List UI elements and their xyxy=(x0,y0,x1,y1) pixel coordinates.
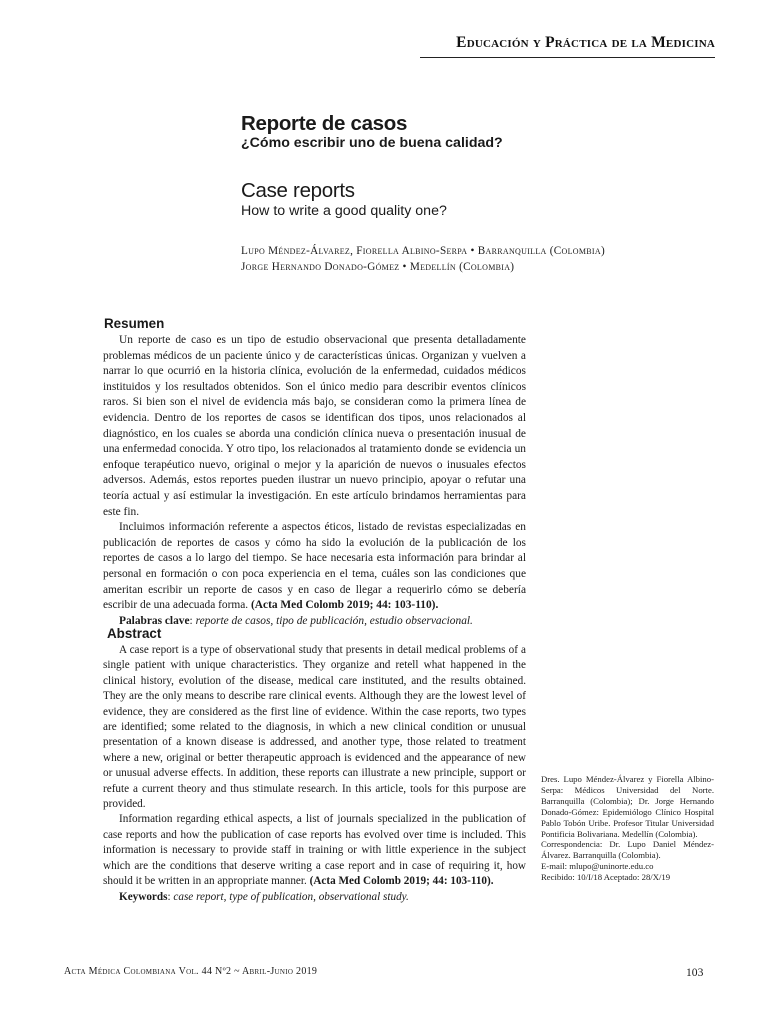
resumen-keywords: Palabras clave: reporte de casos, tipo de publicación, estudio observacional. xyxy=(119,614,473,627)
authors-line-2: Jorge Hernando Donado-Gómez • Medellín (Colombia) xyxy=(241,261,515,273)
dates-text: Recibido: 10/I/18 Aceptado: 28/X/19 xyxy=(541,872,671,883)
abstract-keywords: Keywords: case report, type of publication, observational study. xyxy=(119,890,409,903)
title-spanish: Reporte de casos xyxy=(241,112,408,135)
page-number: 103 xyxy=(686,966,704,979)
resumen-paragraph-2-text: Incluimos información referente a aspectos éticos, listado de revistas especializadas en publicación de reportes de casos y cómo ha sido la evolución de la publicación de los reportes de casos a lo largo del tiempo. Se hace necesaria esta información para brindar al personal en formación o con poca experiencia en el tema, cuáles son las condiciones que ameritan escribir un reporte de casos y en caso de llegar a requerirlo cómo se debería escribir de una adecuada forma. xyxy=(103,521,526,612)
abstract-keywords-label: Keywords xyxy=(119,890,168,903)
resumen-keywords-text: reporte de casos, tipo de publicación, estudio observacional. xyxy=(195,614,473,627)
abstract-body xyxy=(103,643,526,905)
abstract-paragraph-2-text: Information regarding ethical aspects, a list of journals specialized in the publication of case reports and how the publication of case reports has evolved over time is included. This information is necessary to provide staff in training or with little experience in the subject which are the conditions that deserve writing a case report and in case of requiring it, how should it be written in an appropriate manner. xyxy=(103,813,526,888)
resumen-body xyxy=(103,333,526,629)
authors-line-1: Lupo Méndez-Álvarez, Fiorella Albino-Serpa • Barranquilla (Colombia) xyxy=(241,245,605,257)
email-text: E-mail: mlupo@uninorte.edu.co xyxy=(541,861,654,872)
footer-journal: Acta Médica Colombiana Vol. 44 Nº2 ~ Abril-Junio 2019 xyxy=(64,966,318,977)
title-english: Case reports xyxy=(241,179,355,202)
subtitle-spanish: ¿Cómo escribir uno de buena calidad? xyxy=(241,135,503,151)
resumen-keywords-label: Palabras clave xyxy=(119,614,190,627)
subtitle-english: How to write a good quality one? xyxy=(241,203,447,219)
affiliation-text: Dres. Lupo Méndez-Álvarez y Fiorella Albino-Serpa: Médicos Universidad del Norte. Barranquilla (Colombia); Dr. Jorge Hernando Donado-Gómez: Epidemiólogo Clínico Hospital Pablo Tobón Uribe. Profesor Titular Universidad Pontificia Bolivariana. Medellín (Colombia). xyxy=(541,774,714,839)
abstract-heading: Abstract xyxy=(107,626,162,641)
abstract-citation: (Acta Med Colomb 2019; 44: 103-110). xyxy=(309,875,494,888)
section-header: Educación y Práctica de la Medicina xyxy=(456,34,715,51)
header-rule xyxy=(420,57,715,58)
resumen-paragraph-1: Un reporte de caso es un tipo de estudio observacional que presenta detalladamente problemas médicos de un paciente único y de características únicas. Organizan y vuelven a narrar lo que ocurrió en la historia clínica, evolución de la enfermedad, cuidados médicos instituidos y los resultados obtenidos. Son el único medio para describir eventos clínicos raros. Si bien son el nivel de evidencia más bajo, se consideran como la primera línea de evidencia. Dentro de los reportes de casos se identifican dos tipos, unos relacionados al diagnóstico, en los cuales se aborda una condición clínica nueva o presentación inusual de una enfermedad conocida. Y otro tipo, los relacionados al tratamiento donde se evidencia un enfoque terapéutico nuevo, original o mejor y la aparición de nuevos o inusuales efectos adversos. Además, estos reportes pueden ilustrar un nuevo principio, apoyar o refutar una teoría actual y así estimular la investigación. En este artículo brindamos herramientas para este fin. xyxy=(103,334,526,518)
correspondence-text: Correspondencia: Dr. Lupo Daniel Méndez-Álvarez. Barranquilla (Colombia). xyxy=(541,839,714,861)
resumen-paragraph-2 xyxy=(103,520,526,614)
abstract-paragraph-1: A case report is a type of observational study that presents in detail medical problems of a single patient with unique characteristics. They organize and retell what happened in the clinical history, evolution of the disease, medical care instituted, and the results obtained. They are the only means to describe rare clinical events. Although they are the lowest level of evidence, they are considered as the first line of evidence. Within the case reports, two types are identified; some related to the diagnosis, in which a new clinical condition or unusual presentation of a known disease is addressed, and another type, those related to treatment where a new, original or better therapeutic approach is evidenced and the appearance of new or unusual adverse effects. In addition, these reports can illustrate a new principle, support or refute a current theory and thus stimulate research. In this article, tools for this purpose are provided. xyxy=(103,644,526,811)
abstract-keywords-text: case report, type of publication, observational study. xyxy=(173,890,409,903)
resumen-citation: (Acta Med Colomb 2019; 44: 103-110). xyxy=(251,599,439,612)
resumen-heading: Resumen xyxy=(104,316,165,331)
author-affiliation-note xyxy=(541,774,714,883)
abstract-paragraph-2 xyxy=(103,812,526,889)
